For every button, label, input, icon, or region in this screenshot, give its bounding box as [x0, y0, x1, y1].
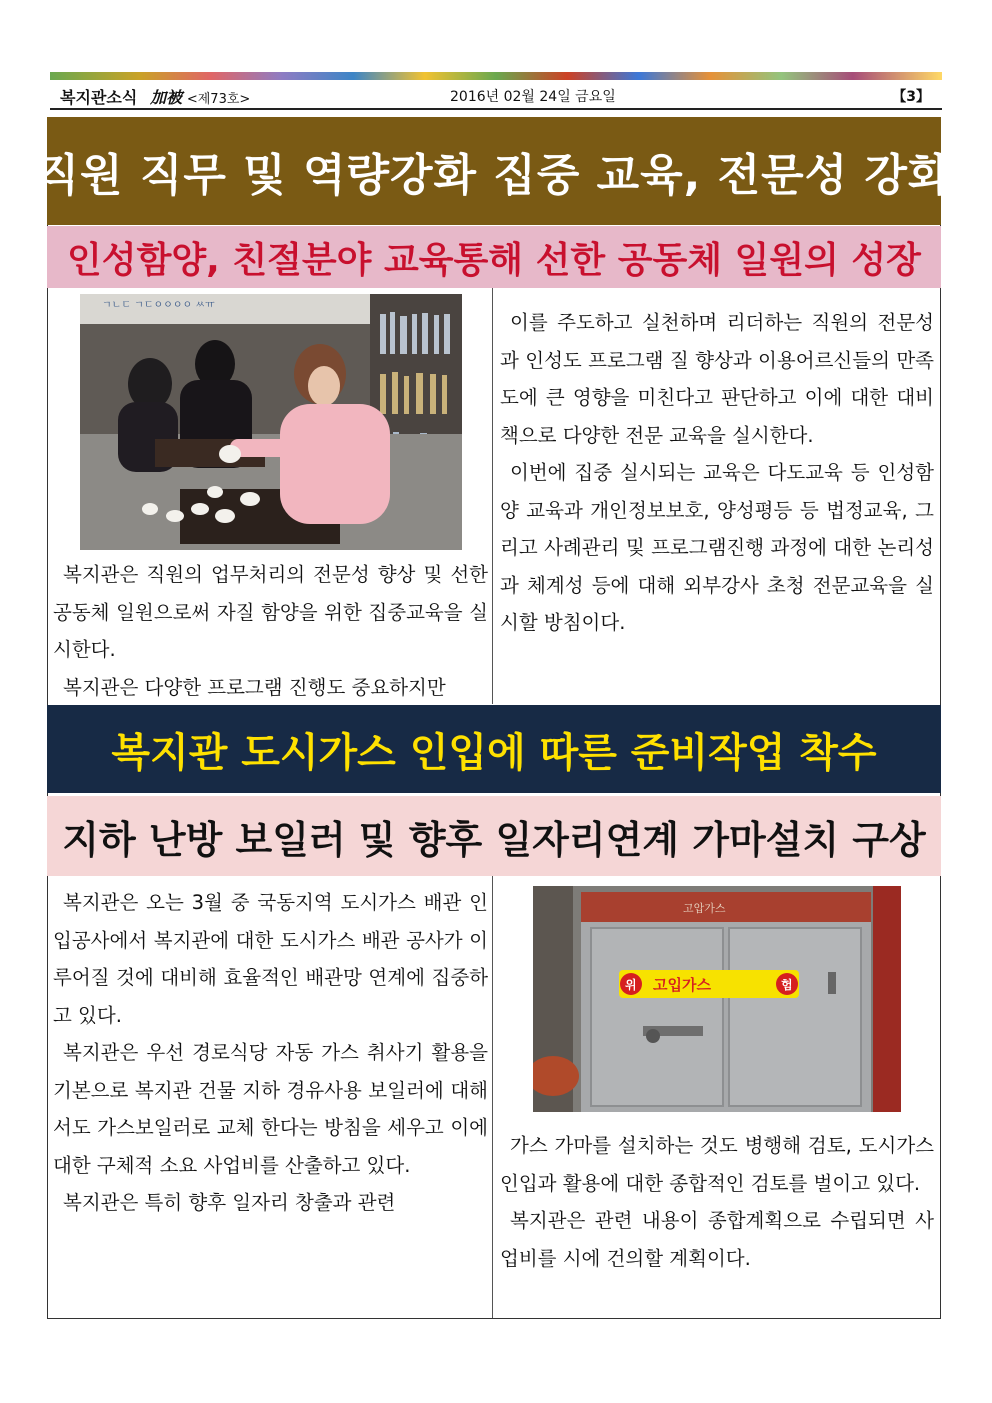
- article2-subheadline: 지하 난방 보일러 및 향후 일자리연계 가마설치 구상: [47, 796, 941, 876]
- sign-text: 고입가스: [653, 976, 711, 994]
- article1-subheadline: 인성함양, 친절분야 교육통해 선한 공동체 일원의 성장: [47, 226, 941, 288]
- article1-headline: 직원 직무 및 역량강화 집중 교육, 전문성 강화: [47, 117, 941, 225]
- article1-column-divider: [492, 288, 493, 704]
- issue-date: 2016년 02월 24일 금요일: [450, 89, 616, 105]
- publication-name: 복지관소식: [60, 88, 138, 107]
- article1-right-column: [500, 304, 934, 642]
- article2-column-divider: [492, 876, 493, 1318]
- article2-left-paragraph: 복지관은 오는 3월 중 국동지역 도시가스 배관 인입공사에서 복지관에 대한 도시가스 배관 공사가 이루어질 것에 대비해 효율적인 배관망 연계에 집중하고 있다.: [53, 891, 488, 1027]
- article2-headline: 복지관 도시가스 인입에 따른 준비작업 착수: [47, 705, 941, 793]
- article2-left-paragraph: 복지관은 우선 경로식당 자동 가스 취사기 활용을 기본으로 복지관 건물 지하 경유사용 보일러에 대해서도 가스보일러로 교체 한다는 방침을 세우고 이에 대한 구체적 소요 사업비를 산출하고 있다.: [53, 1041, 488, 1177]
- article1-photo-tea-ceremony: [80, 294, 462, 550]
- decorative-color-strip: [50, 72, 942, 80]
- article2-left-column: [53, 884, 488, 1222]
- masthead: [60, 85, 250, 108]
- article1-left-column: [53, 556, 488, 706]
- article2-right-column: [500, 1127, 934, 1277]
- publication-hanja: 加被: [150, 88, 183, 107]
- sign-right-glyph: 험: [781, 978, 793, 992]
- article1-left-paragraph: 복지관은 직원의 업무처리의 전문성 향상 및 선한 공동체 일원으로써 자질 함양을 위한 집중교육을 실시한다.: [53, 563, 488, 661]
- issue-number: <제73호>: [186, 92, 251, 107]
- article1-right-paragraph: 이번에 집중 실시되는 교육은 다도교육 등 인성함양 교육과 개인정보보호, 양성평등 등 법정교육, 그리고 사례관리 및 프로그램진행 과정에 대한 논리성과 체계성 등에 대해 외부강사 초청 전문교육을 실시할 방침이다.: [500, 461, 934, 634]
- article2-right-paragraph: 가스 가마를 설치하는 것도 병행해 검토, 도시가스 인입과 활용에 대한 종합적인 검토를 벌이고 있다.: [500, 1134, 934, 1195]
- article2-left-paragraph: 복지관은 특히 향후 일자리 창출과 관련: [63, 1191, 396, 1214]
- sign-left-glyph: 위: [625, 978, 637, 992]
- article2-photo-gas-cabinet: [533, 886, 901, 1112]
- article1-left-paragraph: 복지관은 다양한 프로그램 진행도 중요하지만: [63, 675, 446, 699]
- newsletter-header: [50, 82, 942, 110]
- article2-right-paragraph: 복지관은 관련 내용이 종합계획으로 수립되면 사업비를 시에 건의할 계획이다.: [500, 1209, 934, 1270]
- page-number: 【3】: [892, 89, 930, 105]
- cabinet-top-label: 고압가스: [683, 902, 726, 915]
- article1-right-paragraph: 이를 주도하고 실천하며 리더하는 직원의 전문성과 인성도 프로그램 질 향상과 이용어르신들의 만족도에 큰 영향을 미친다고 판단하고 이에 대한 대비책으로 다양한 전문 교육을 실시한다.: [500, 311, 934, 447]
- photo-banner-text: ㄱㄴㄷ ㄱㄷㅇㅇㅇㅇ ㅆㅠ: [102, 300, 215, 311]
